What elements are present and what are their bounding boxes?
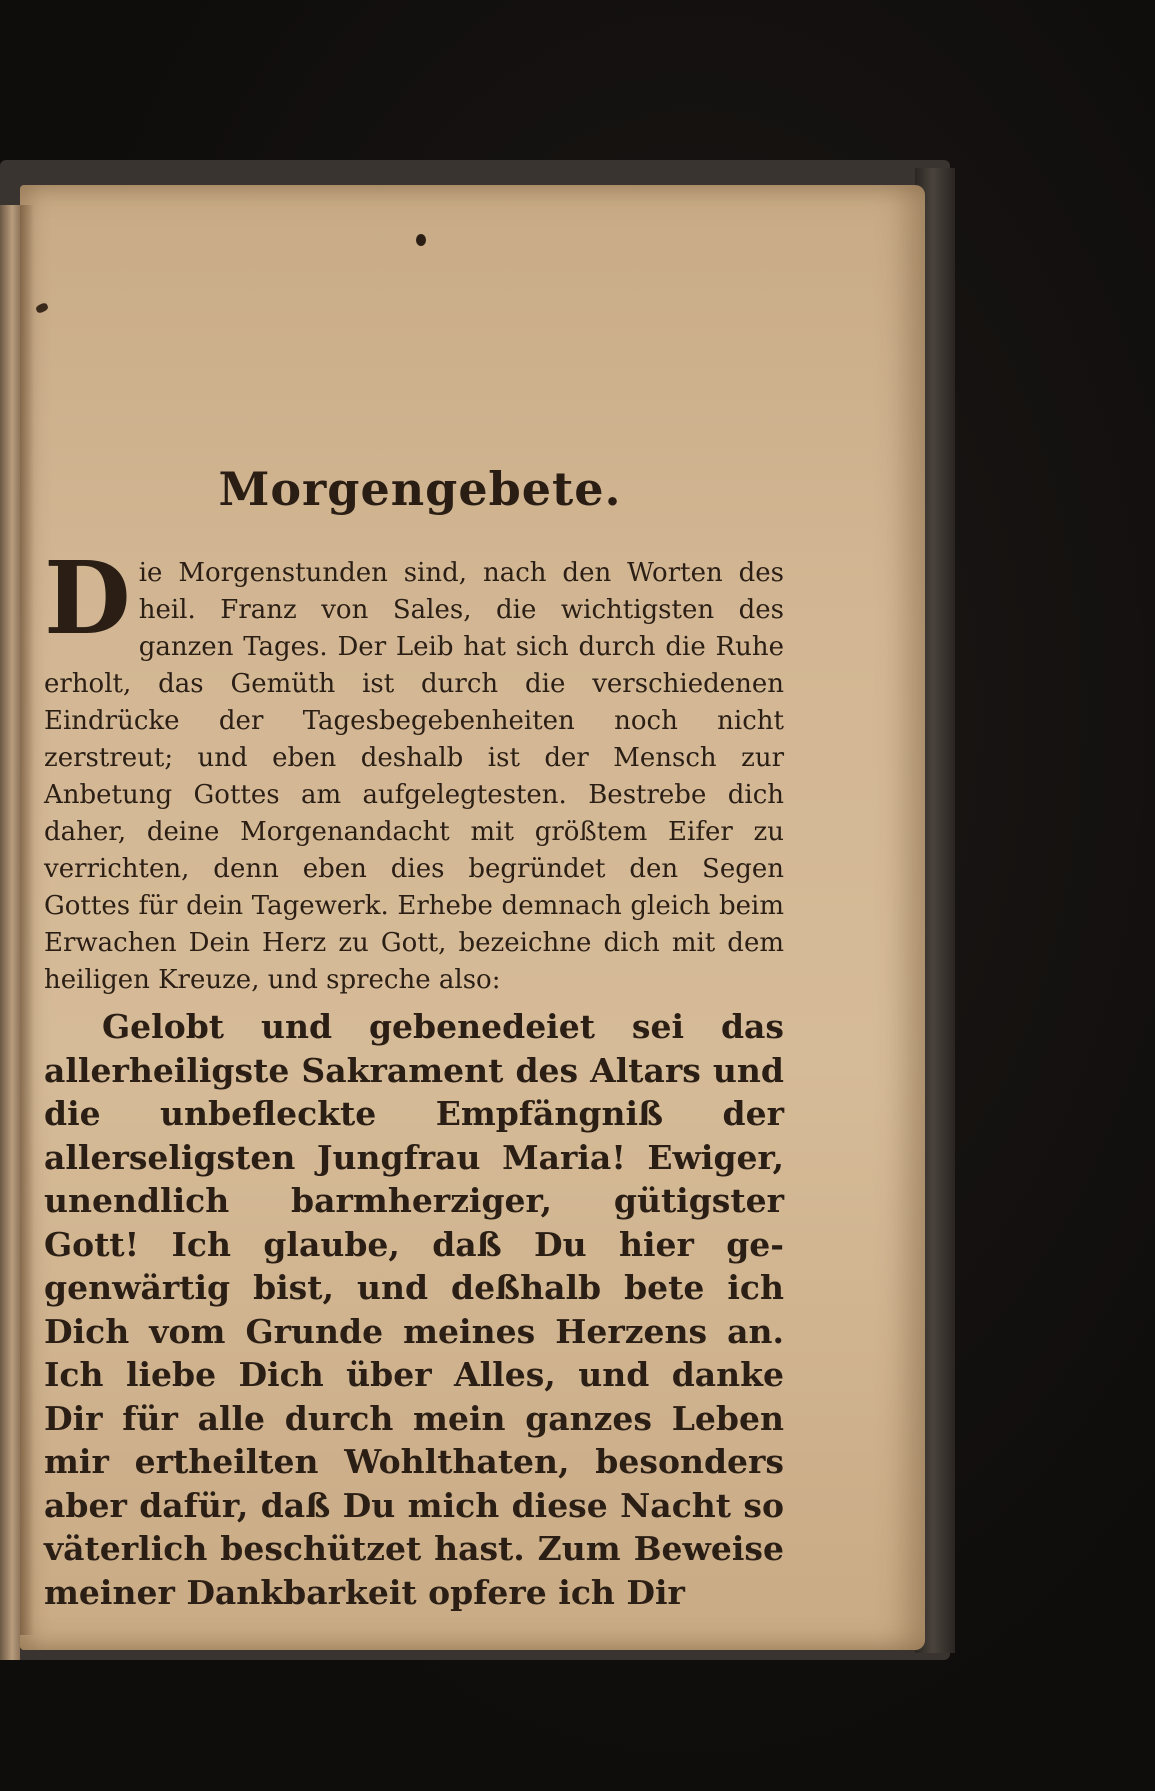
page-body (44, 539, 784, 1614)
page-gutter-shadow (20, 205, 34, 1635)
ink-dot-mark (416, 234, 426, 246)
intro-text: ie Morgenstunden sind, nach den Worten des heil. Franz von Sales, die wichtigsten des ganzen Tages. Der Leib hat sich durch die Ruhe erholt, das Gemüth ist durch die verschiedenen Eindrücke der Tagesbegebenheiten noch nicht zerstreut; und eben deshalb ist der Mensch zur Anbetung Gottes am aufgelegtesten. Bestrebe dich daher, deine Morgenandacht mit größtem Eifer zu verrichten, denn eben dies begründet den Segen Gottes für dein Tagewerk. Erhebe demnach gleich beim Erwachen Dein Herz zu Gott, bezeichne dich mit dem heiligen Kreuze, und spreche also: (44, 558, 784, 995)
intro-paragraph (44, 539, 784, 999)
prayer-paragraph: Gelobt und gebenedeiet sei das allerheiligste Sakrament des Altars und die unbefleckte Empfängniß der allerseligsten Jungfrau Maria! Ewiger, unendlich barmherziger, gütigster Gott! Ich glaube, daß Du hier gegenwärtig bist, und deßhalb bete ich Dich vom Grunde meines Herzens an. Ich liebe Dich über Alles, und danke Dir für alle durch mein ganzes Leben mir ertheilten Wohlthaten, besonders aber dafür, daß Du mich diese Nacht so väterlich beschützet hast. Zum Beweise meiner Dankbarkeit opfere ich Dir (44, 1007, 784, 1612)
page-title: Morgengebete. (218, 462, 622, 516)
drop-cap-letter: D (44, 539, 131, 657)
left-page-edge (0, 205, 20, 1660)
